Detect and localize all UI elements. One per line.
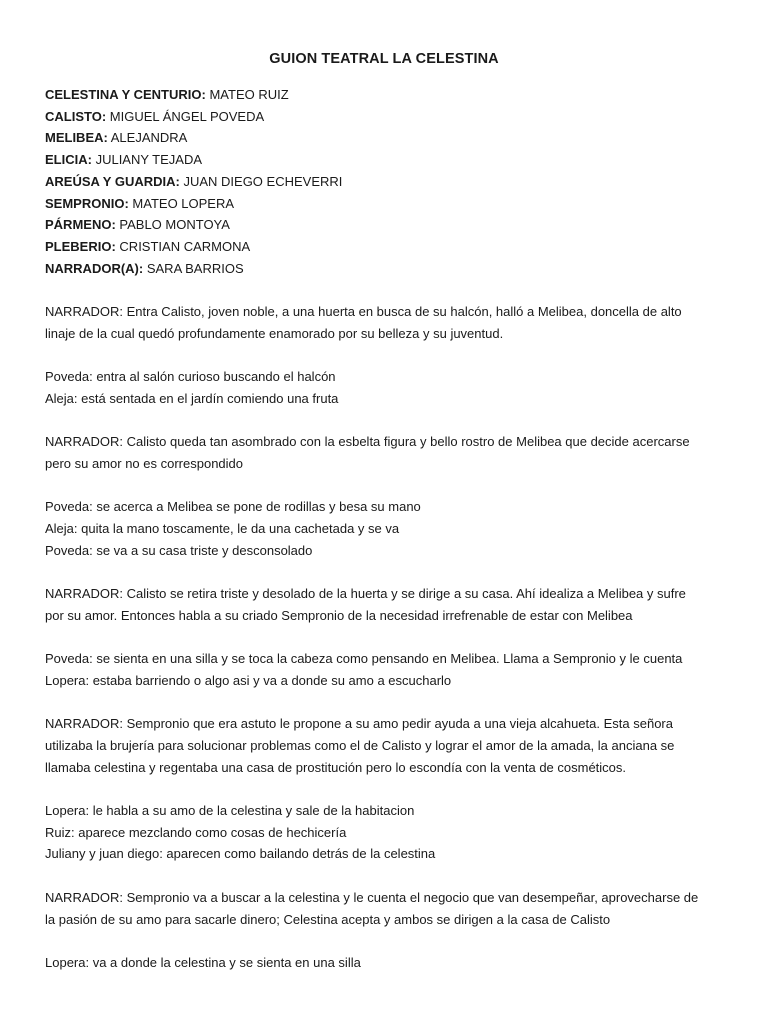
- cast-entry-narrador: [45, 258, 727, 280]
- stage-directions-block: [45, 800, 727, 865]
- narration-block: [45, 583, 727, 626]
- stage-directions-block: [45, 648, 727, 691]
- cast-entry-sempronio: [45, 193, 727, 215]
- script-line: linaje de la cual quedó profundamente enamorado por su belleza y su juventud.: [45, 325, 504, 341]
- cast-entry-elicia: [45, 149, 727, 171]
- cast-role: CELESTINA Y CENTURIO:: [45, 87, 206, 102]
- cast-list: [45, 84, 727, 279]
- script-line: Poveda: se sienta en una silla y se toca la cabeza como pensando en Melibea. Llama a Sempronio y le cuenta: [45, 651, 683, 667]
- narration-block: [45, 431, 727, 474]
- script-line: Aleja: está sentada en el jardín comiendo una fruta: [45, 390, 339, 406]
- stage-directions-block: [45, 366, 727, 409]
- script-line: Lopera: le habla a su amo de la celestina y sale de la habitacion: [45, 803, 415, 819]
- cast-actor: MATEO LOPERA: [132, 195, 235, 211]
- document-title: GUION TEATRAL LA CELESTINA: [269, 51, 499, 67]
- script-line: Poveda: se va a su casa triste y desconsolado: [45, 542, 313, 558]
- cast-actor: CRISTIAN CARMONA: [119, 238, 251, 254]
- cast-actor: ALEJANDRA: [110, 130, 188, 146]
- cast-role: ELICIA:: [45, 152, 92, 168]
- cast-actor: PABLO MONTOYA: [119, 217, 230, 233]
- script-line: Juliany y juan diego: aparecen como bailando detrás de la celestina: [45, 846, 436, 862]
- cast-actor: SARA BARRIOS: [146, 260, 244, 276]
- script-line: NARRADOR: Sempronio que era astuto le propone a su amo pedir ayuda a una vieja alcahueta. Esta señora: [45, 716, 673, 732]
- script-line: por su amor. Entonces habla a su criado Sempronio de la necesidad irrefrenable de estar con Melibea: [45, 607, 633, 623]
- cast-role: PLEBERIO:: [45, 238, 116, 254]
- narration-block: [45, 887, 727, 930]
- cast-role: AREÚSA Y GUARDIA:: [45, 173, 180, 189]
- cast-entry-celestina: [45, 84, 727, 106]
- script-line: NARRADOR: Entra Calisto, joven noble, a una huerta en busca de su halcón, halló a Melibea, doncella de alto: [45, 304, 682, 320]
- cast-actor: JULIANY TEJADA: [95, 152, 203, 168]
- stage-directions-block: [45, 496, 727, 561]
- cast-role: PÁRMENO:: [45, 217, 116, 233]
- script-line: Poveda: se acerca a Melibea se pone de rodillas y besa su mano: [45, 499, 421, 515]
- stage-directions-block: [45, 952, 727, 974]
- script-line: NARRADOR: Calisto se retira triste y desolado de la huerta y se dirige a su casa. Ahí idealiza a Melibea y sufre: [45, 586, 686, 602]
- cast-actor: JUAN DIEGO ECHEVERRI: [183, 173, 343, 189]
- cast-entry-calisto: [45, 106, 727, 128]
- cast-entry-areusa: [45, 171, 727, 193]
- script-line: pero su amor no es correspondido: [45, 455, 244, 471]
- script-line: llamaba celestina y regentaba una casa de prostitución pero lo escondía con la venta de cosméticos.: [45, 759, 627, 775]
- script-line: Lopera: va a donde la celestina y se sienta en una silla: [45, 954, 361, 970]
- script-line: la pasión de su amo para sacarle dinero; Celestina acepta y ambos se dirigen a la casa de Calisto: [45, 911, 611, 927]
- script-line: Aleja: quita la mano toscamente, le da una cachetada y se va: [45, 521, 400, 536]
- script-line: NARRADOR: Sempronio va a buscar a la celestina y le cuenta el negocio que van desempeñar, aprovecharse de: [45, 889, 699, 905]
- cast-entry-melibea: [45, 127, 727, 149]
- narration-block: [45, 301, 727, 344]
- narration-block: [45, 713, 727, 778]
- script-line: Poveda: entra al salón curioso buscando el halcón: [45, 369, 336, 385]
- cast-role: CALISTO:: [45, 108, 107, 124]
- cast-role: SEMPRONIO:: [45, 195, 129, 211]
- cast-entry-pleberio: [45, 236, 727, 258]
- script-line: Ruiz: aparece mezclando como cosas de hechicería: [45, 824, 347, 840]
- script-line: Lopera: estaba barriendo o algo asi y va a donde su amo a escucharlo: [45, 672, 452, 688]
- cast-actor: MIGUEL ÁNGEL POVEDA: [109, 108, 265, 124]
- cast-actor: MATEO RUIZ: [209, 87, 289, 102]
- document-body: [45, 84, 727, 974]
- cast-entry-parmeno: [45, 214, 727, 236]
- cast-role: NARRADOR(A):: [45, 260, 144, 276]
- cast-role: MELIBEA:: [45, 130, 108, 146]
- script-line: NARRADOR: Calisto queda tan asombrado con la esbelta figura y bello rostro de Melibea que decide acercarse: [45, 434, 690, 450]
- script-line: utilizaba la brujería para solucionar problemas como el de Calisto y lograr el amor de la amada, la anciana se: [45, 737, 675, 753]
